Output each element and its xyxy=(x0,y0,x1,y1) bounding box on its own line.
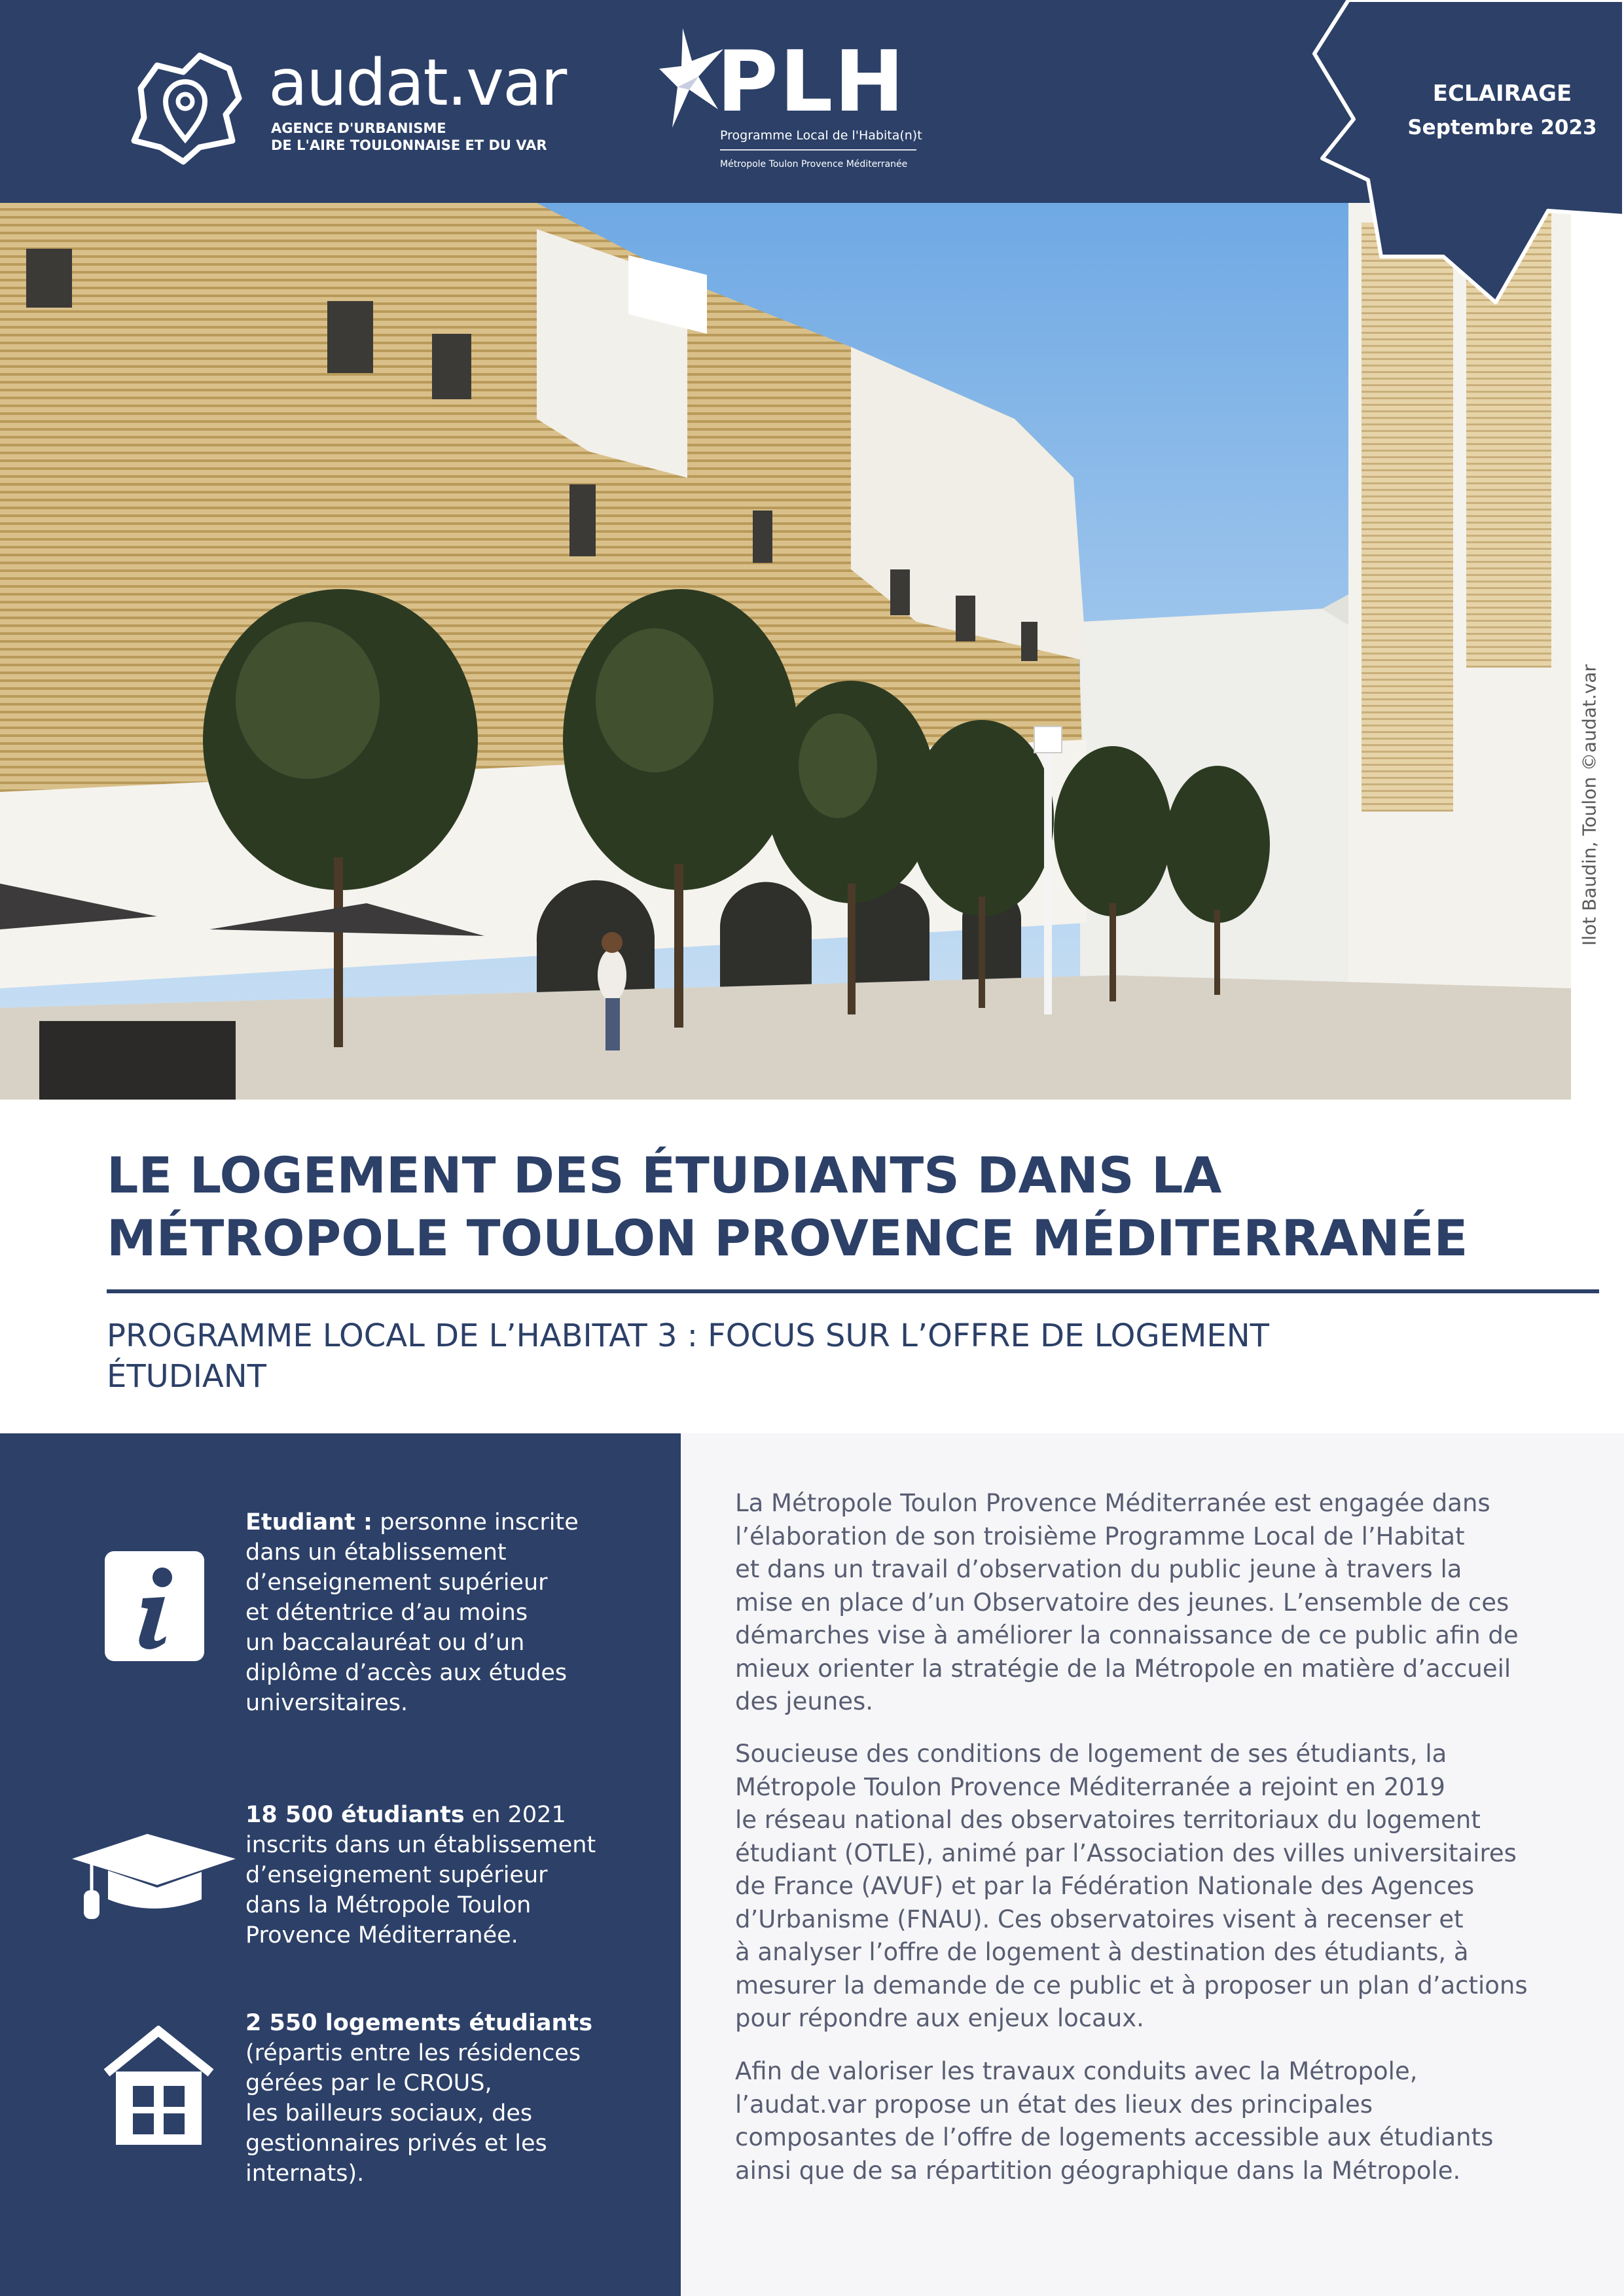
info-bold: 2 550 logements étudiants xyxy=(245,2010,593,2036)
body-line: de France (AVUF) et par la Fédération Nationale des Agences xyxy=(735,1872,1475,1900)
info-line: inscrits dans un établissement xyxy=(245,1832,596,1858)
info-bold: Etudiant : xyxy=(245,1509,373,1535)
cover-photo xyxy=(0,203,1571,1100)
body-line: Afin de valoriser les travaux conduits avec la Métropole, xyxy=(735,2057,1418,2085)
body-line: l’audat.var propose un état des lieux des principales xyxy=(735,2090,1373,2119)
info-housing-count xyxy=(245,2008,592,2189)
info-line: d’enseignement supérieur xyxy=(245,1862,548,1888)
info-line: dans la Métropole Toulon xyxy=(245,1892,532,1918)
body-line: La Métropole Toulon Provence Méditerranée est engagée dans xyxy=(735,1489,1490,1517)
badge-label: ECLAIRAGE xyxy=(1432,81,1572,107)
plh-subtitle: Programme Local de l'Habita(n)t xyxy=(720,128,922,143)
body-line: des jeunes. xyxy=(735,1687,874,1715)
info-line: (répartis entre les résidences xyxy=(245,2040,581,2066)
page-title-line: MÉTROPOLE TOULON PROVENCE MÉDITERRANÉE xyxy=(107,1209,1468,1267)
body-line: composantes de l’offre de logements accessible aux étudiants xyxy=(735,2123,1494,2151)
page-subtitle-line: PROGRAMME LOCAL DE L’HABITAT 3 : FOCUS SUR L’OFFRE DE LOGEMENT xyxy=(107,1318,1269,1354)
info-students-count xyxy=(245,1800,596,1950)
info-line: les bailleurs sociaux, des xyxy=(245,2100,533,2126)
audat-brand-name: audat.var xyxy=(268,46,566,120)
info-bold: 18 500 étudiants xyxy=(245,1802,465,1828)
info-line: gérées par le CROUS, xyxy=(245,2070,492,2096)
eclairage-badge xyxy=(1303,0,1624,308)
info-icon xyxy=(105,1551,204,1661)
info-line: diplôme d’accès aux études xyxy=(245,1660,568,1686)
audat-tagline-line: DE L'AIRE TOULONNAISE ET DU VAR xyxy=(271,137,547,153)
plh-brand-name: PLH xyxy=(717,33,906,131)
plh-divider xyxy=(720,149,916,151)
body-paragraph xyxy=(735,2055,1540,2187)
body-line: et dans un travail d’observation du public jeune à travers la xyxy=(735,1555,1462,1583)
info-line: personne inscrite xyxy=(372,1509,579,1535)
body-line: d’Urbanisme (FNAU). Ces observatoires visent à recenser et xyxy=(735,1905,1464,1933)
info-line: Provence Méditerranée. xyxy=(245,1922,518,1948)
audat-logo-icon xyxy=(121,49,252,167)
body-line: à analyser l’offre de logement à destination des étudiants, à xyxy=(735,1938,1469,1966)
body-line: ainsi que de sa répartition géographique dans la Métropole. xyxy=(735,2156,1461,2185)
body-line: pour répondre aux enjeux locaux. xyxy=(735,2004,1144,2032)
body-line: le réseau national des observatoires territoriaux du logement xyxy=(735,1806,1481,1834)
info-line: internats). xyxy=(245,2161,365,2187)
building-illustration xyxy=(0,203,1571,1100)
photo-credit: Ilot Baudin, Toulon ©audat.var xyxy=(1578,664,1600,946)
info-line: en 2021 xyxy=(464,1802,566,1828)
body-line: mesurer la demande de ce public et à proposer un plan d’actions xyxy=(735,1971,1528,2000)
info-line: universitaires. xyxy=(245,1690,408,1716)
body-line: l’élaboration de son troisième Programme Local de l’Habitat xyxy=(735,1522,1465,1551)
page-title xyxy=(107,1144,1593,1270)
page-subtitle-line: ÉTUDIANT xyxy=(107,1358,266,1395)
body-paragraph xyxy=(735,1738,1540,2036)
graduation-cap-icon xyxy=(72,1826,236,1924)
page-subtitle xyxy=(107,1316,1593,1397)
house-icon xyxy=(101,2026,216,2147)
plh-subtitle-metropole: Métropole Toulon Provence Méditerranée xyxy=(720,159,908,170)
audat-tagline-line: AGENCE D'URBANISME xyxy=(271,120,446,136)
body-line: démarches vise à améliorer la connaissance de ce public afin de xyxy=(735,1621,1519,1649)
body-line: Soucieuse des conditions de logement de ses étudiants, la xyxy=(735,1740,1447,1768)
badge-date: Septembre 2023 xyxy=(1407,116,1597,139)
info-line: un baccalauréat ou d’un xyxy=(245,1630,525,1656)
info-line: d’enseignement supérieur xyxy=(245,1570,548,1596)
title-divider xyxy=(107,1289,1599,1293)
body-line: Métropole Toulon Provence Méditerranée a rejoint en 2019 xyxy=(735,1772,1445,1801)
info-line: dans un établissement xyxy=(245,1539,507,1566)
info-line: et détentrice d’au moins xyxy=(245,1600,528,1626)
body-line: mieux orienter la stratégie de la Métropole en matière d’accueil xyxy=(735,1654,1511,1683)
info-line: gestionnaires privés et les xyxy=(245,2130,547,2157)
audat-tagline xyxy=(271,120,547,154)
body-line: étudiant (OTLE), animé par l’Association des villes universitaires xyxy=(735,1839,1517,1867)
body-paragraph xyxy=(735,1487,1540,1719)
body-line: mise en place d’un Observatoire des jeunes. L’ensemble de ces xyxy=(735,1588,1509,1617)
page-title-line: LE LOGEMENT DES ÉTUDIANTS DANS LA xyxy=(107,1146,1222,1204)
info-definition xyxy=(245,1507,579,1718)
